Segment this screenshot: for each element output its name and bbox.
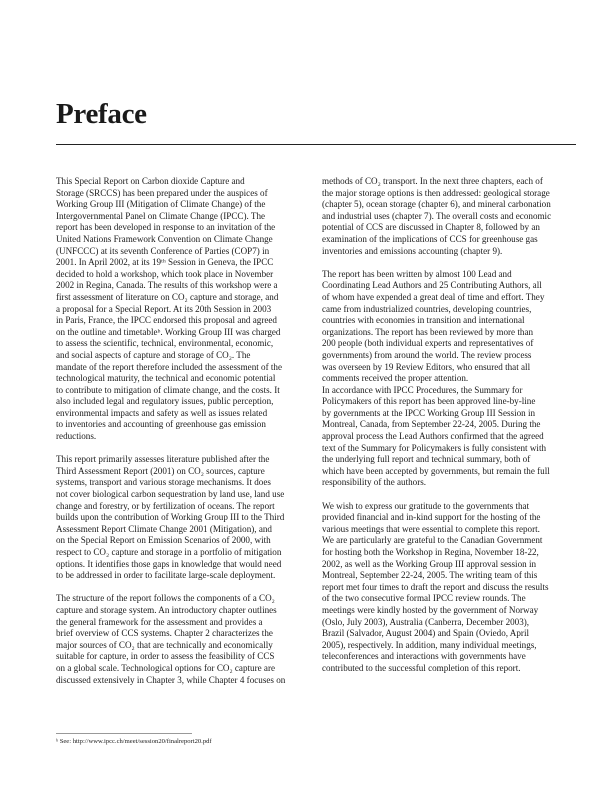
paragraph: methods of CO₂ transport. In the next three chapters, each of the major storage options is then addressed: geological storage (chapter 5), ocean storage (chapter 6), and mineral carbonation and industrial uses (chapter 7). The overall costs and economic potential of CCS are discussed in Chapter 8, followed by an examination of the implications of CCS for greenhouse gas inventories and emissions accounting (chapter 9). [322, 176, 552, 256]
paragraph: This report primarily assesses literature published after the Third Assessment Report (2001) on CO₂ sources, capture systems, transport and various storage mechanisms. It does not cover biological carbon sequestration by land use, land use change and forestry, or by fertilization of oceans. The report builds upon the contribution of Working Group III to the Third Assessment Report Climate Change 2001 (Mitigation), and on the Special Report on Emission Scenarios of 2000, with respect to CO₂ capture and storage in a portfolio of mitigation options. It identifies those gaps in knowledge that would need to be addressed in order to facilitate large-scale deployment. [56, 454, 285, 581]
page-title: Preface [56, 98, 147, 130]
footnote: ᵇ See: http://www.ipcc.ch/meet/session20/finalreport20.pdf [56, 738, 212, 745]
paragraph: We wish to express our gratitude to the governments that provided financial and in-kind support for the hosting of the various meetings that were essential to complete this report. We are particularly are grateful to the Canadian Government for hosting both the Workshop in Regina, November 18-22, 2002, as well as the Working Group III approval session in Montreal, September 22-24, 2005. The writing team of this report met four times to draft the report and discuss the results of the two consecutive formal IPCC review rounds. The meetings were kindly hosted by the government of Norway (Oslo, July 2003), Australia (Canberra, December 2003), Brazil (Salvador, August 2004) and Spain (Oviedo, April 2005), respectively. In addition, many individual meetings, teleconferences and interactions with governments have contributed to the successful completion of this report. [322, 500, 549, 673]
right-column [322, 176, 576, 675]
paragraph: The report has been written by almost 100 Lead and Coordinating Lead Authors and 25 Contributing Authors, all of whom have expended a great deal of time and effort. They came from industrialized countries, developing countries, countries with economies in transition and international organizations. The report has been reviewed by more than 200 people (both individual experts and representatives of governments) from around the world. The review process was overseen by 19 Review Editors, who ensured that all comments received the proper attention. In accordance with IPCC Procedures, the Summary for Policymakers of this report has been approved line-by-line by governments at the IPCC Working Group III Session in Montreal, Canada, from September 22-24, 2005. During the approval process the Lead Authors confirmed that the agreed text of the Summary for Policymakers is fully consistent with the underlying full report and technical summary, both of which have been accepted by governments, but remain the full responsibility of the authors. [322, 268, 550, 488]
footnote-divider [56, 733, 192, 734]
paragraph: The structure of the report follows the components of a CO₂ capture and storage system. An introductory chapter outlines the general framework for the assessment and provides a brief overview of CCS systems. Chapter 2 characterizes the major sources of CO₂ that are technically and economically suitable for capture, in order to assess the feasibility of CCS on a global scale. Technological options for CO₂ capture are discussed extensively in Chapter 3, while Chapter 4 focuses on [56, 593, 286, 685]
paragraph: This Special Report on Carbon dioxide Capture and Storage (SRCCS) has been prepared under the auspices of Working Group III (Mitigation of Climate Change) of the Intergovernmental Panel on Climate Change (IPCC). The report has been developed in response to an invitation of the United Nations Framework Convention on Climate Change (UNFCCC) at its seventh Conference of Parties (COP7) in 2001. In April 2002, at its 19ᵗʰ Session in Geneva, the IPCC decided to hold a workshop, which took place in November 2002 in Regina, Canada. The results of this workshop were a first assessment of literature on CO₂ capture and storage, and a proposal for a Special Report. At its 20th Session in 2003 in Paris, France, the IPCC endorsed this proposal and agreed on the outline and timetableᵇ. Working Group III was charged to assess the scientific, technical, environmental, economic, and social aspects of capture and storage of CO₂. The mandate of the report therefore included the assessment of the technological maturity, the technical and economic potential to contribute to mitigation of climate change, and the costs. It also included legal and regulatory issues, public perception, environmental impacts and safety as well as issues related to inventories and accounting of greenhouse gas emission reductions. [56, 176, 282, 442]
title-divider [56, 144, 576, 145]
left-column [56, 176, 310, 686]
